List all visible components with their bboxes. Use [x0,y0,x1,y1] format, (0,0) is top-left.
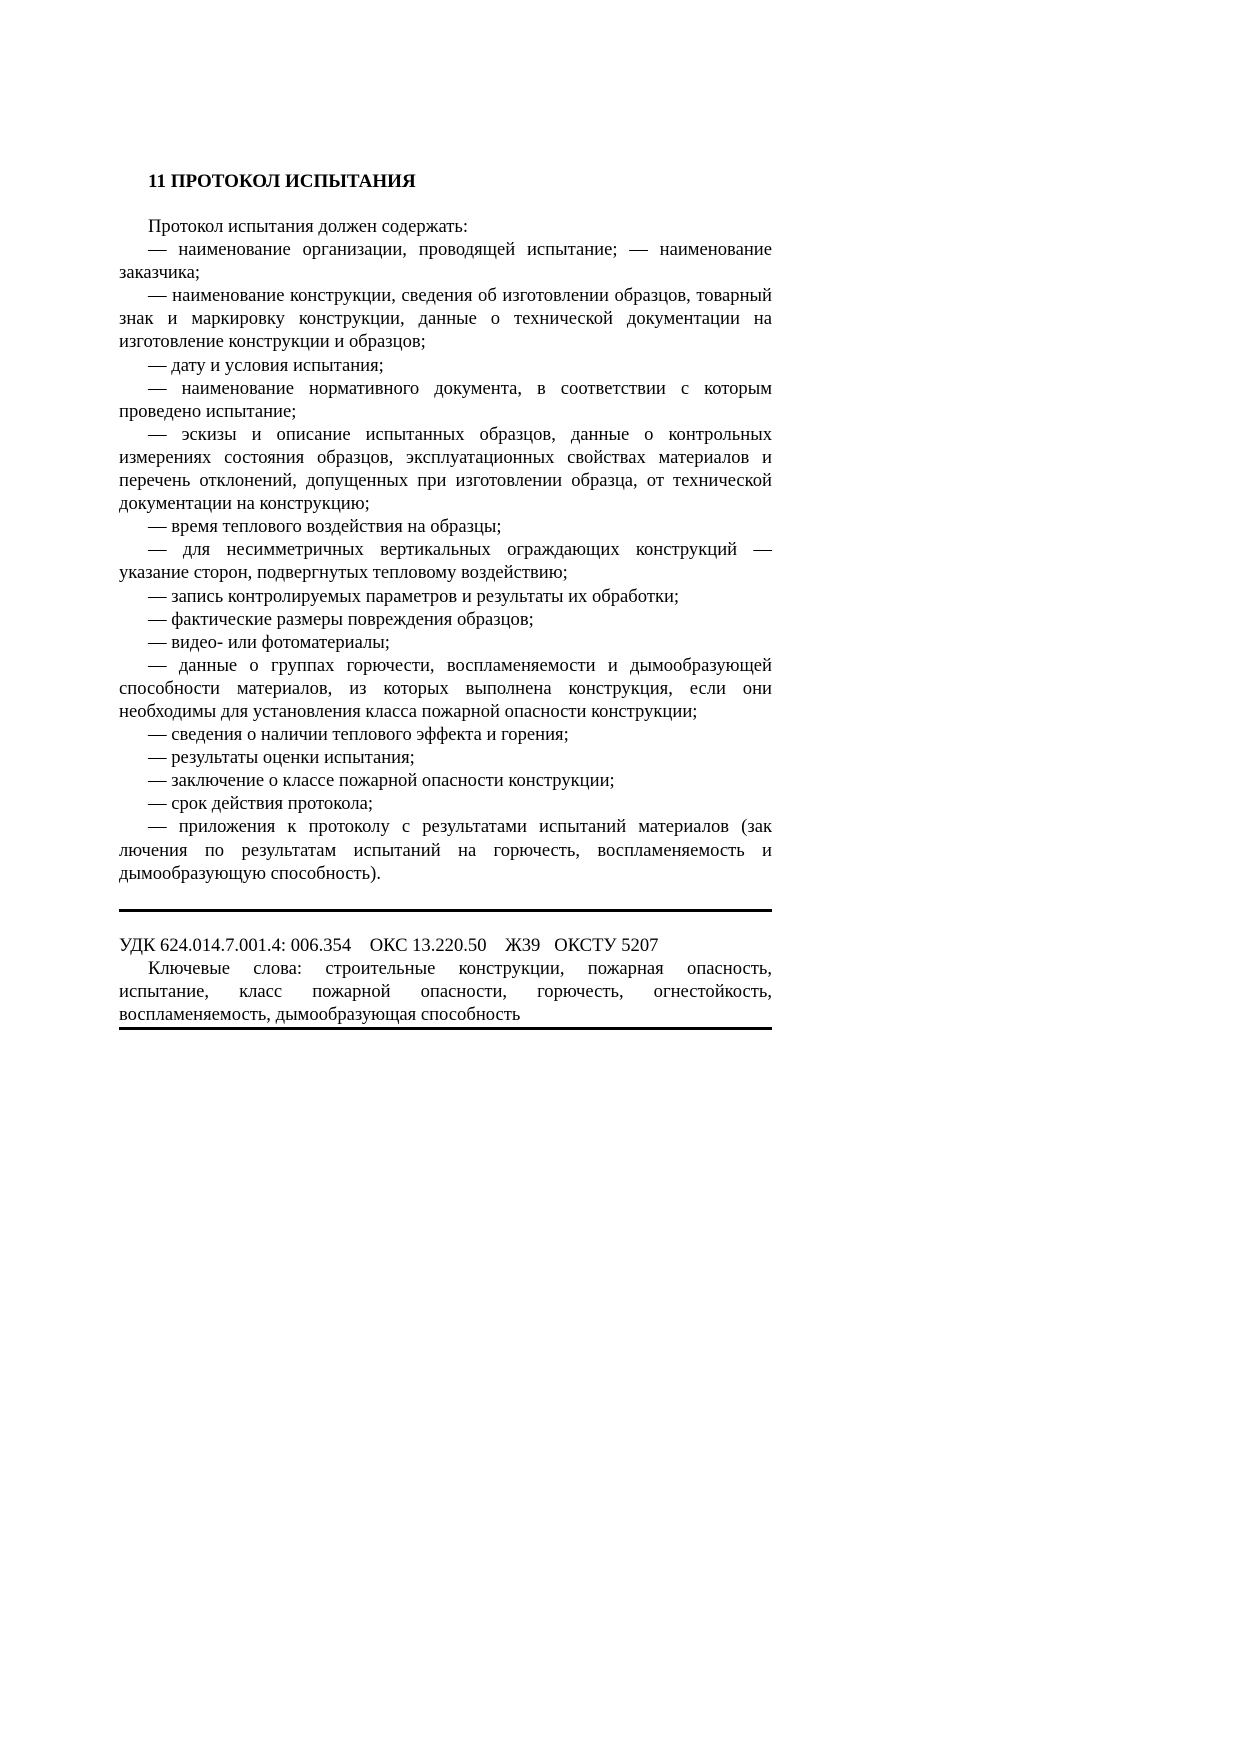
list-item: — запись контролируемых параметров и результаты их обработки; [148,585,680,607]
section-title: 11 ПРОТОКОЛ ИСПЫТАНИЯ [148,171,416,192]
list-item: — дату и условия испытания; [148,354,384,376]
keywords-paragraph: Ключевые слова: строительные конструкции, пожарная опасность, испытание, класс пожарной опасности, горючесть, огнестойкость, воспламеняемость, дымообразующая способность [119,957,772,1025]
list-item: — видео- или фотоматериалы; [148,631,390,653]
udk-codes-line: УДК 624.014.7.001.4: 006.354 ОКС 13.220.50 Ж39 ОКСТУ 5207 [119,934,659,956]
requirements-list [119,238,772,885]
list-item: — приложения к протоколу с результатами испытаний материалов (зак лючения по результатам испытаний на горючесть, воспламеняемость и дымообразующую способность). [119,816,772,884]
list-item: — фактические размеры повреждения образцов; [148,608,534,630]
list-item: — результаты оценки испытания; [148,747,415,769]
list-item: — наименование конструкции, сведения об изготовлении образцов, товарный знак и маркировку конструкции, данные о технической документации на изготовление конструкции и образцов; [119,285,772,353]
separator-rule-top [119,909,772,912]
document-body [119,170,772,1030]
list-item: — данные о группах горючести, воспламеняемости и дымообразующей способности материалов, из которых выполнена конструкция, если они необходимы для установления класса пожарной опасности конструкции; [119,654,772,722]
list-item: — эскизы и описание испытанных образцов, данные о контрольных измерениях состояния образцов, эксплуатационных свойствах материалов и перечень отклонений, допущенных при изготовлении образца, от технической документации на конструкцию; [119,423,772,515]
list-item: — для несимметричных вертикальных ограждающих конструкций — указание сторон, подвергнутых тепловому воздействию; [119,539,772,584]
list-item: — срок действия протокола; [148,793,374,815]
list-item: — наименование организации, проводящей испытание; — наименование заказчика; [119,239,772,284]
list-item: — наименование нормативного документа, в соответствии с которым проведено испытание; [119,377,772,422]
list-item: — заключение о классе пожарной опасности конструкции; [148,770,615,792]
classification-block [119,934,772,1026]
intro-paragraph: Протокол испытания должен содержать: [148,216,469,237]
list-item: — сведения о наличии теплового эффекта и горения; [148,724,569,746]
list-item: — время теплового воздействия на образцы; [148,516,502,538]
separator-rule-bottom [119,1027,772,1030]
